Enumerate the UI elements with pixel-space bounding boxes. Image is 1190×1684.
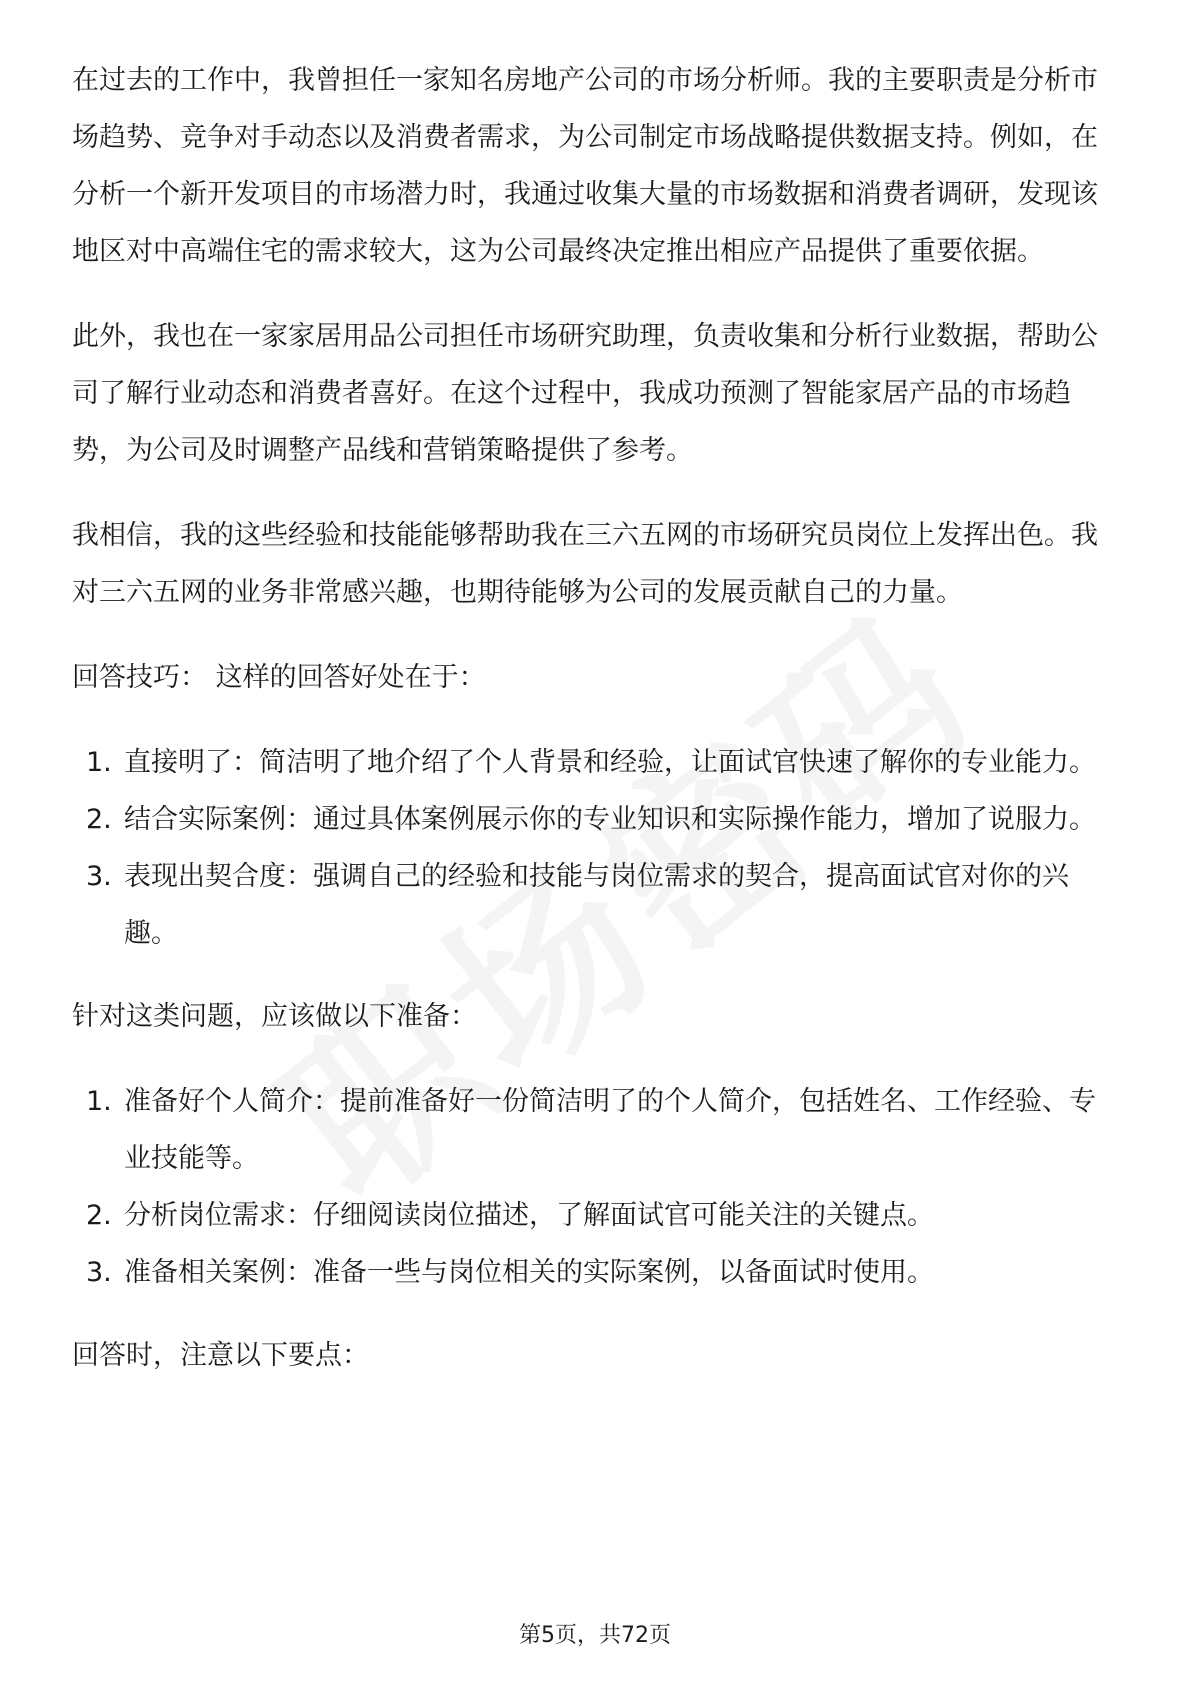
document-body [72,52,1122,1412]
list-number: 3. [86,861,112,892]
list-item [72,1187,1122,1244]
list-item-text: 表现出契合度：强调自己的经验和技能与岗位需求的契合，提高面试官对你的兴趣。 [124,861,1069,949]
page-number: 第5页，共72页 [519,1623,671,1648]
list-item [72,734,1122,791]
paragraph-experience-home-goods: 此外，我也在一家家居用品公司担任市场研究助理，负责收集和分析行业数据，帮助公司了解行业动态和消费者喜好。在这个过程中，我成功预测了智能家居产品的市场趋势，为公司及时调整产品线和营销策略提供了参考。 [72,321,1098,466]
list-item-text: 准备好个人简介：提前准备好一份简洁明了的个人简介，包括姓名、工作经验、专业技能等。 [124,1086,1096,1174]
list-number: 1. [86,1086,112,1117]
list-item [72,1073,1122,1187]
tips-heading: 回答技巧： 这样的回答好处在于： [72,662,486,693]
list-number: 3. [86,1257,112,1288]
list-item-text: 分析岗位需求：仔细阅读岗位描述，了解面试官可能关注的关键点。 [124,1200,934,1231]
list-item-text: 准备相关案例：准备一些与岗位相关的实际案例，以备面试时使用。 [124,1257,934,1288]
notes-heading: 回答时，注意以下要点： [72,1340,369,1371]
prep-heading: 针对这类问题，应该做以下准备： [72,1001,477,1032]
list-item-text: 结合实际案例：通过具体案例展示你的专业知识和实际操作能力，增加了说服力。 [124,804,1096,835]
prep-list [72,1073,1122,1301]
paragraph-experience-realestate: 在过去的工作中，我曾担任一家知名房地产公司的市场分析师。我的主要职责是分析市场趋势、竞争对手动态以及消费者需求，为公司制定市场战略提供数据支持。例如，在分析一个新开发项目的市场潜力时，我通过收集大量的市场数据和消费者调研，发现该地区对中高端住宅的需求较大，这为公司最终决定推出相应产品提供了重要依据。 [72,65,1098,267]
list-item-text: 直接明了：简洁明了地介绍了个人背景和经验，让面试官快速了解你的专业能力。 [124,747,1096,778]
list-item [72,848,1122,962]
list-item [72,791,1122,848]
list-item [72,1244,1122,1301]
list-number: 2. [86,1200,112,1231]
paragraph-closing: 我相信，我的这些经验和技能能够帮助我在三六五网的市场研究员岗位上发挥出色。我对三六五网的业务非常感兴趣，也期待能够为公司的发展贡献自己的力量。 [72,520,1098,608]
tips-list [72,734,1122,962]
list-number: 1. [86,747,112,778]
list-number: 2. [86,804,112,835]
